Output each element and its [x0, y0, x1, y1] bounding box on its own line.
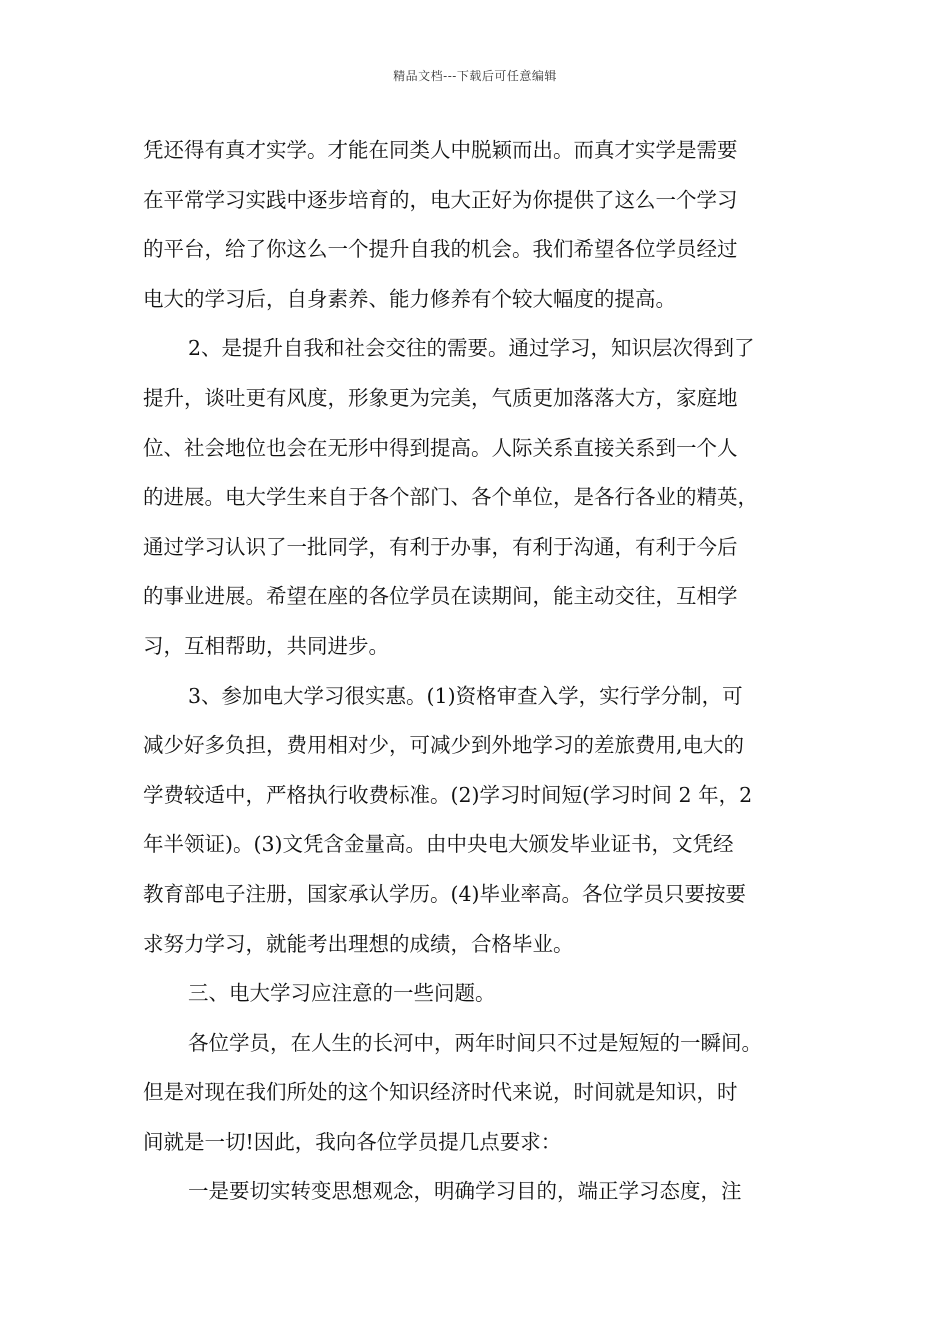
document-body	[143, 126, 823, 1217]
text-line: 通过学习认识了一批同学，有利于办事，有利于沟通，有利于今后	[143, 534, 738, 559]
page-header: 精品文档---下载后可任意编辑	[393, 69, 557, 83]
text-line: 教育部电子注册，国家承认学历。(4)毕业率高。各位学员只要按要	[143, 881, 747, 906]
text-line: 电大的学习后，自身素养、能力修养有个较大幅度的提高。	[143, 286, 676, 311]
text-line: 3、参加电大学习很实惠。(1)资格审查入学，实行学分制，可	[188, 683, 743, 708]
text-line: 在平常学习实践中逐步培育的，电大正好为你提供了这么一个学习	[143, 187, 738, 212]
text-line: 求努力学习，就能考出理想的成绩，合格毕业。	[143, 931, 574, 956]
text-line: 凭还得有真才实学。才能在同类人中脱颖而出。而真才实学是需要	[143, 138, 738, 162]
text-line: 年半领证)。(3)文凭含金量高。由中央电大颁发毕业证书，文凭经	[143, 832, 734, 857]
text-line: 减少好多负担，费用相对少，可减少到外地学习的差旅费用,电大的	[143, 733, 745, 758]
text-line: 位、社会地位也会在无形中得到提高。人际关系直接关系到一个人	[143, 435, 738, 460]
text-line: 间就是一切!因此，我向各位学员提几点要求：	[143, 1129, 562, 1154]
text-line: 各位学员，在人生的长河中，两年时间只不过是短短的一瞬间。	[188, 1030, 762, 1055]
text-line: 学费较适中，严格执行收费标准。(2)学习时间短(学习时间 2 年，2	[143, 782, 753, 807]
text-line: 的进展。电大学生来自于各个部门、各个单位，是各行各业的精英，	[143, 485, 758, 510]
text-line: 一是要切实转变思想观念，明确学习目的，端正学习态度，注	[188, 1179, 742, 1204]
text-line: 提升，谈吐更有风度，形象更为完美，气质更加落落大方，家庭地	[143, 385, 738, 410]
text-line: 的平台，给了你这么一个提升自我的机会。我们希望各位学员经过	[143, 237, 738, 262]
text-line: 习，互相帮助，共同进步。	[143, 633, 389, 658]
text-line: 但是对现在我们所处的这个知识经济时代来说，时间就是知识，时	[143, 1080, 738, 1105]
text-line: 的事业进展。希望在座的各位学员在读期间，能主动交往，互相学	[143, 584, 738, 609]
text-line: 2、是提升自我和社会交往的需要。通过学习，知识层次得到了	[188, 336, 755, 361]
text-line: 三、电大学习应注意的一些问题。	[188, 981, 496, 1006]
